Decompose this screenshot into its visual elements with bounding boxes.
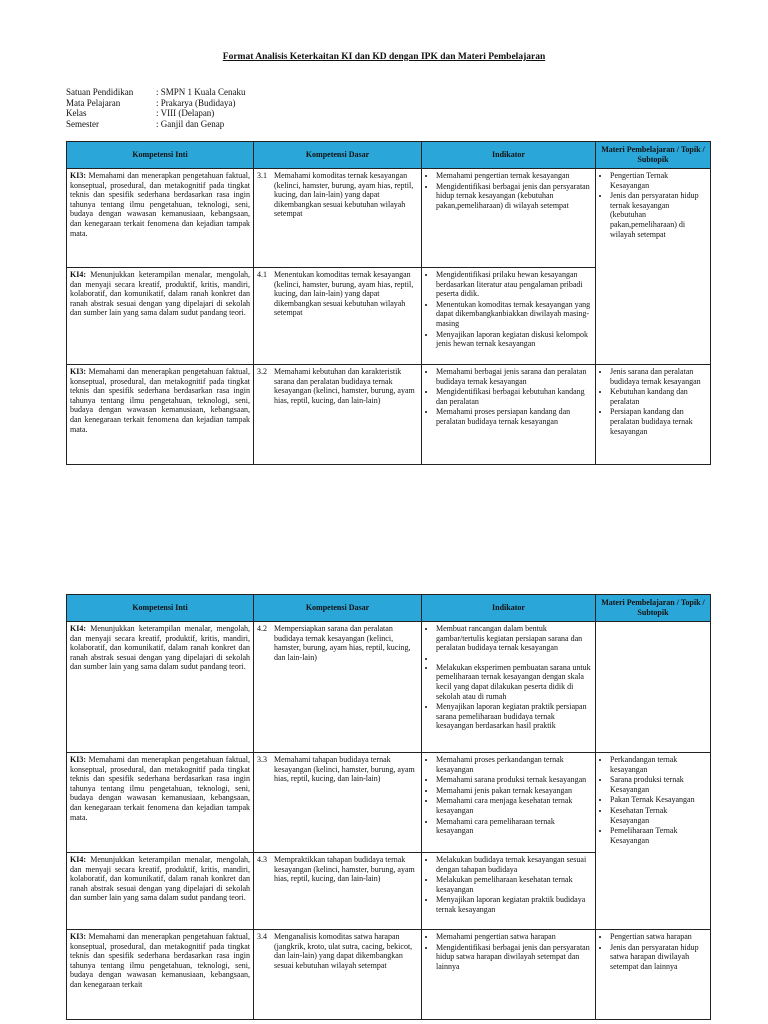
ki-text: Menunjukkan keterampilan menalar, mengolah, dan menyaji secara kreatif, produktif, kritis, mandiri, kolaboratif, dan komunikatif, dalam ranah konkret dan ranah abstrak sesuai dengan yang dipelajari di sekolah dan sumber lain yang sama dalam sudut pandang teori. [70,270,250,318]
kd-item [257,855,418,884]
indikator-item: • Memahami sarana produksi ternak kesayangan [436,775,592,785]
table-row [67,169,711,268]
materi-cell [596,169,711,365]
kd-number: 3.3 [257,755,267,764]
kd-item [257,270,418,318]
indikator-cell [422,853,596,930]
kd-number: 3.2 [257,367,267,376]
ki-label: KI4: [70,855,86,864]
ki-label: KI4: [70,624,86,633]
materi-list [599,171,707,239]
header-materi: Materi Pembelajaran / Topik / Subtopik [596,595,711,622]
kd-item [257,932,418,970]
kd-text: Memahami tahapan budidaya ternak kesayangan (kelinci, hamster, burung, ayam hias, reptil, kucing, dan lain-lain) [274,755,415,784]
indikator-item: • Mengidentifikasi berbagai kebutuhan kandang dan peralatan [436,387,592,406]
indikator-list [425,855,592,915]
materi-item: • Jenis dan persyaratan hidup satwa harapan diwilayah setempat dan lainnya [610,943,707,972]
kd-number: 3.4 [257,932,267,941]
ki-cell [67,268,254,365]
indikator-item: • Menyajikan laporan kegiatan diskusi kelompok jenis hewan ternak kesayangan [436,330,592,349]
indikator-item: • Melakukan eksperimen pembuatan sarana untuk pemeliharaan ternak kesayangan dengan skala kecil yang dapat dilakukan peserta didik di sekolah atau di rumah [436,663,592,701]
indikator-list [425,270,592,349]
indikator-list [425,755,592,836]
ki-text: Menunjukkan keterampilan menalar, mengolah, dan menyaji secara kreatif, produktif, kritis, mandiri, kolaboratif, dan komunikatif, dalam ranah konkret dan ranah abstrak sesuai dengan yang dipelajari di sekolah dan sumber lain yang sama dalam sudut pandang teori. [70,855,250,903]
kd-item [257,755,418,784]
materi-item: • Perkandangan ternak kesayangan [610,755,707,774]
indikator-item: • Memahami proses persiapan kandang dan peralatan budidaya ternak kesayangan [436,407,592,426]
materi-item: • Pengertian Ternak Kesayangan [610,171,707,190]
identity-block [66,87,246,129]
ki-cell [67,169,254,268]
meta-value: : Prakarya (Budidaya) [156,97,236,108]
kd-cell [254,622,422,753]
materi-item: • Persiapan kandang dan peralatan budidaya ternak kesayangan [610,407,707,436]
materi-item: • Jenis sarana dan peralatan budidaya ternak kesayangan [610,367,707,386]
kd-number: 4.2 [257,624,267,633]
indikator-item: • Melakukan pemeliharaan kesehatan ternak kesayangan [436,875,592,894]
indikator-cell [422,930,596,1020]
header-indikator: Indikator [422,595,596,622]
ki-cell [67,365,254,465]
ki-label: KI3: [70,171,86,180]
ki-label: KI3: [70,932,86,941]
kd-cell [254,268,422,365]
kd-number: 4.3 [257,855,267,864]
ki-text: Memahami dan menerapkan pengetahuan faktual, konseptual, prosedural, dan metakognitif pada tingkat teknis dan spesifik sederhana berdasarkan rasa ingin tahunya tentang ilmu pengetahuan, teknologi, seni, budaya dengan wawasan kemanusiaan, kebangsaan, dan kenegaraan terkait fenomena dan kejadian tampak mata. [70,367,251,434]
header-kompetensi-inti: Kompetensi Inti [67,595,254,622]
kd-cell [254,853,422,930]
header-materi: Materi Pembelajaran / Topik / Subtopik [596,142,711,169]
analysis-table-2 [66,594,711,1020]
header-kompetensi-dasar: Kompetensi Dasar [254,595,422,622]
indikator-list [425,171,592,210]
meta-row [66,98,246,109]
ki-text: Menunjukkan keterampilan menalar, mengolah, dan menyaji secara kreatif, produktif, kritis, mandiri, kolaboratif, dan komunikatif, dalam ranah konkret dan ranah abstrak sesuai dengan yang dipelajari di sekolah dan sumber lain yang sama dalam sudut pandang teori. [70,624,250,672]
materi-cell [596,622,711,753]
table-row [67,365,711,465]
materi-item: • Kesehatan Ternak Kesayangan [610,806,707,825]
meta-row [66,108,246,119]
kd-text: Mempersiapkan sarana dan peralatan budidaya ternak kesayangan (kelinci, hamster, burung, ayam hias, reptil, kucing, dan lain-lain) [274,624,411,662]
materi-item: • Pengertian satwa harapan [610,932,707,942]
table-row [67,930,711,1020]
materi-item: • Jenis dan persyaratan hidup ternak kesayangan (kebutuhan pakan,pemeliharaan) di wilayah setempat [610,191,707,239]
table-row [67,622,711,753]
indikator-item: • Melakukan budidaya ternak kesayangan sesuai dengan tahapan budidaya [436,855,592,874]
indikator-item: • Membuat rancangan dalam bentuk gambar/tertulis kegiatan persiapan sarana dan peralatan budidaya ternak kesayangan [436,624,592,653]
indikator-cell [422,753,596,853]
header-kompetensi-dasar: Kompetensi Dasar [254,142,422,169]
meta-row [66,87,246,98]
indikator-cell [422,169,596,268]
indikator-item: • Memahami berbagai jenis sarana dan peralatan budidaya ternak kesayangan [436,367,592,386]
indikator-item: • Mengidentifikasi berbagai jenis dan persyaratan hidup satwa harapan diwilayah setempat dan lainnya [436,943,592,972]
kd-text: Menentukan komoditas ternak kesayangan (kelinci, hamster, burung, ayam hias, reptil, kucing, dan lain-lain) yang dapat dikembangkan sesuai kebutuhan wilayah setempat [274,270,414,318]
ki-text: Memahami dan menerapkan pengetahuan faktual, konseptual, prosedural, dan metakognitif pada tingkat teknis dan spesifik sederhana berdasarkan rasa ingin tahunya tentang ilmu pengetahuan, teknologi, seni, budaya dengan wawasan kemanusiaan, kebangsaan, dan kenegaraan terkait fenomena dan kejadian tampak mata. [70,171,251,238]
indikator-item: • Mengidentifikasi berbagai jenis dan persyaratan hidup ternak kesayangan (kebutuhan pakan,pemeliharaan) di wilayah setempat [436,182,592,211]
indikator-item: • Memahami pengertian ternak kesayangan [436,171,592,181]
analysis-table-1 [66,141,711,465]
kd-text: Menganalisis komoditas satwa harapan (jangkrik, kroto, ulat sutra, cacing, bekicot, dan lain-lain) yang dapat dikembangkan sesuai kebutuhan wilayah setempat [274,932,413,970]
header-indikator: Indikator [422,142,596,169]
materi-item: • Kebutuhan kandang dan peralatan [610,387,707,406]
indikator-list [425,932,592,971]
indikator-cell [422,268,596,365]
kd-number: 4.1 [257,270,267,279]
kd-item [257,171,418,219]
header-kompetensi-inti: Kompetensi Inti [67,142,254,169]
indikator-item: • Memahami jenis pakan ternak kesayangan [436,786,592,796]
meta-value: : VIII (Delapan) [156,108,215,118]
indikator-item: • Menyajikan laporan kegiatan praktik persiapan sarana pemeliharaan budidaya ternak kesayangan berdasarkan hasil praktik [436,702,592,731]
kd-item [257,624,418,662]
indikator-item: • Memahami proses perkandangan ternak kesayangan [436,755,592,774]
kd-item [257,367,418,405]
meta-row [66,119,246,130]
meta-label: Kelas [66,108,87,118]
ki-text: Memahami dan menerapkan pengetahuan faktual, konseptual, prosedural, dan metakognitif pada tingkat teknis dan spesifik sederhana berdasarkan rasa ingin tahunya tentang ilmu pengetahuan, teknologi, seni, budaya dengan wawasan kemanusiaan, kebangsaan, dan kenegaraan terkait fenomena dan kejadian tampak mata. [70,755,251,822]
indikator-item: • Menyajikan laporan kegiatan praktik budidaya ternak kesayangan [436,895,592,914]
indikator-item: • Memahami cara pemeliharaan ternak kesayangan [436,817,592,836]
kd-text: Memahami komoditas ternak kesayangan (kelinci, hamster, burung, ayam hias, reptil, kucing, dan lain-lain) yang dapat dikembangkan sesuai kebutuhan wilayah setempat [274,171,414,219]
meta-value: : Ganjil dan Genap [156,118,225,129]
materi-cell [596,753,711,930]
ki-label: KI3: [70,367,86,376]
materi-item: • Pemeliharaan Ternak Kesayangan [610,826,707,845]
materi-cell [596,365,711,465]
meta-value: : SMPN 1 Kuala Cenaku [156,87,246,97]
ki-text: Memahami dan menerapkan pengetahuan faktual, konseptual, prosedural, dan metakognitif pada tingkat teknis dan spesifik sederhana berdasarkan rasa ingin tahunya tentang ilmu pengetahuan, teknologi, seni, budaya dengan wawasan kemanusiaan, kebangsaan, dan kenegaraan terkait [70,932,251,989]
kd-cell [254,753,422,853]
ki-cell [67,753,254,853]
ki-cell [67,930,254,1020]
kd-number: 3.1 [257,171,267,180]
materi-list [599,367,707,436]
kd-text: Mempraktikkan tahapan budidaya ternak kesayangan (kelinci, hamster, burung, ayam hias, reptil, kucing, dan lain-lain) [274,855,415,884]
meta-label: Satuan Pendidikan [66,87,134,97]
kd-cell [254,169,422,268]
document-title: Format Analisis Keterkaitan KI dan KD dengan IPK dan Materi Pembelajaran [222,52,546,62]
kd-text: Memahami kebutuhan dan karakteristik sarana dan peralatan budidaya ternak kesayangan (kelinci, hamster, burung, ayam hias, reptil, kucing, dan lain-lain) [274,367,415,405]
ki-label: KI3: [70,755,86,764]
materi-cell [596,930,711,1020]
ki-cell [67,622,254,753]
indikator-item: • Mengidentifikasi prilaku hewan kesayangan berdasarkan literatur atau pengalaman pribadi peserta didik. [436,270,592,299]
indikator-item: • Menentukan komoditas ternak kesayangan yang dapat dikembangkanbiakkan diwilayah masing-masing [436,300,592,329]
indikator-cell [422,365,596,465]
kd-cell [254,930,422,1020]
indikator-item: • Memahami pengertian satwa harapan [436,932,592,942]
indikator-list [425,624,592,731]
materi-list [599,932,707,971]
indikator-item: • Memahami cara menjaga kesehatan ternak kesayangan [436,796,592,815]
meta-label: Mata Pelajaran [66,97,121,108]
ki-label: KI4: [70,270,86,279]
indikator-item [436,654,592,662]
indikator-cell [422,622,596,753]
materi-item: • Sarana produksi ternak Kesayangan [610,775,707,794]
meta-label: Semester [66,118,99,129]
table-row [67,753,711,853]
materi-item: • Pakan Ternak Kesayangan [610,795,707,805]
kd-cell [254,365,422,465]
ki-cell [67,853,254,930]
materi-list [599,755,707,845]
indikator-list [425,367,592,427]
